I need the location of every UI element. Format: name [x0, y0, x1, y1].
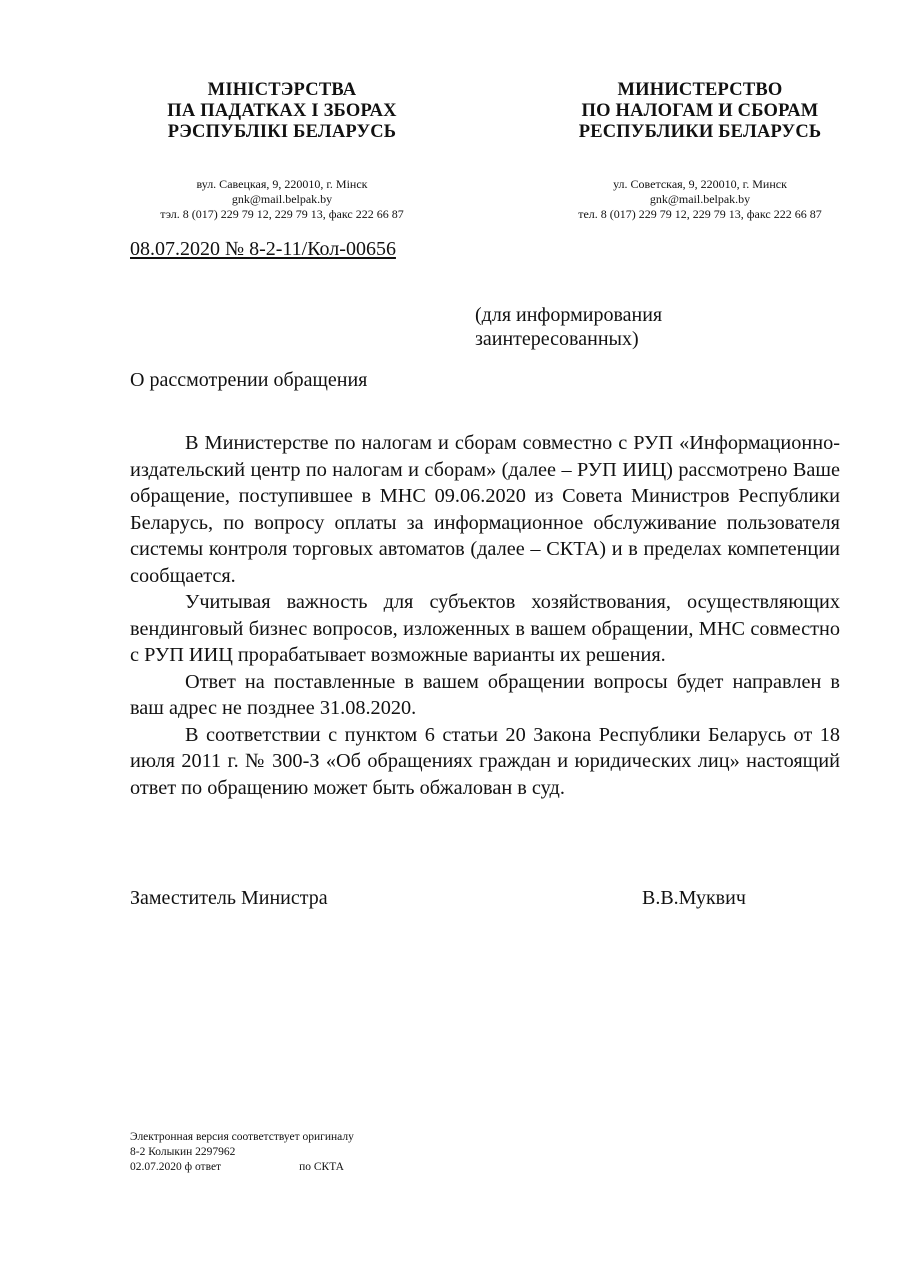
- org-name-line: РЭСПУБЛІКІ БЕЛАРУСЬ: [167, 122, 397, 142]
- org-email: gnk@mail.belpak.by: [649, 192, 751, 206]
- addressee-line: (для информирования: [475, 304, 663, 326]
- letter-body: [130, 430, 840, 801]
- body-paragraph: Ответ на поставленные в вашем обращении вопросы будет направлен в ваш адрес не позднее 31.08.2020.: [130, 670, 840, 719]
- org-phones: тел. 8 (017) 229 79 12, 229 79 13, факс 222 66 87: [578, 207, 822, 221]
- footer-line: Электронная версия соответствует оригиналу: [130, 1131, 354, 1143]
- org-name-line: РЕСПУБЛИКИ БЕЛАРУСЬ: [578, 122, 822, 142]
- header-russian: [540, 80, 860, 222]
- org-name-line: ПА ПАДАТКАХ І ЗБОРАХ: [167, 101, 397, 121]
- letter-subject: О рассмотрении обращения: [130, 369, 368, 391]
- org-name-line: МІНІСТЭРСТВА: [207, 80, 357, 100]
- footer-topic: по СКТА: [299, 1161, 344, 1173]
- org-contacts-ru: [540, 177, 860, 222]
- org-name-line: МИНИСТЕРСТВО: [617, 80, 783, 100]
- registration-number: 08.07.2020 № 8-2-11/Кол-00656: [130, 238, 396, 260]
- body-paragraph: В Министерстве по налогам и сборам совместно с РУП «Информационно-издательский центр по налогам и сборам» (далее – РУП ИИЦ) рассмотрено Ваше обращение, поступившее в МНС 09.06.2020 из Совета Министров Республики Беларусь, по вопросу оплаты за информационное обслуживание пользователя системы контроля торговых автоматов (далее – СКТА) и в пределах компетенции сообщается.: [130, 432, 840, 587]
- footer-notes: [130, 1130, 354, 1175]
- org-name-ru: [540, 80, 860, 143]
- footer-date: 02.07.2020 ф ответ: [130, 1161, 222, 1173]
- org-contacts-by: [123, 177, 441, 222]
- footer-line: [130, 1160, 354, 1175]
- org-email: gnk@mail.belpak.by: [231, 192, 333, 206]
- org-address: ул. Советская, 9, 220010, г. Минск: [613, 177, 787, 191]
- signatory-name: В.В.Муквич: [642, 887, 746, 909]
- org-name-line: ПО НАЛОГАМ И СБОРАМ: [581, 101, 819, 121]
- body-paragraph: Учитывая важность для субъектов хозяйствования, осуществляющих вендинговый бизнес вопросов, изложенных в вашем обращении, МНС совместно с РУП ИИЦ прорабатывает возможные варианты их решения.: [130, 591, 840, 666]
- header-belarusian: [123, 80, 441, 222]
- footer-line: 8-2 Колыкин 2297962: [130, 1146, 236, 1158]
- signatory-position: Заместитель Министра: [130, 887, 328, 909]
- addressee-line: заинтересованных): [475, 328, 639, 350]
- org-phones: тэл. 8 (017) 229 79 12, 229 79 13, факс 222 66 87: [160, 207, 404, 221]
- body-paragraph: В соответствии с пунктом 6 статьи 20 Закона Республики Беларусь от 18 июля 2011 г. № 300-З «Об обращениях граждан и юридических лиц» настоящий ответ по обращению может быть обжалован в суд.: [130, 723, 840, 799]
- org-name-by: [123, 80, 441, 143]
- org-address: вул. Савецкая, 9, 220010, г. Мінск: [196, 177, 368, 191]
- addressee: [475, 303, 662, 351]
